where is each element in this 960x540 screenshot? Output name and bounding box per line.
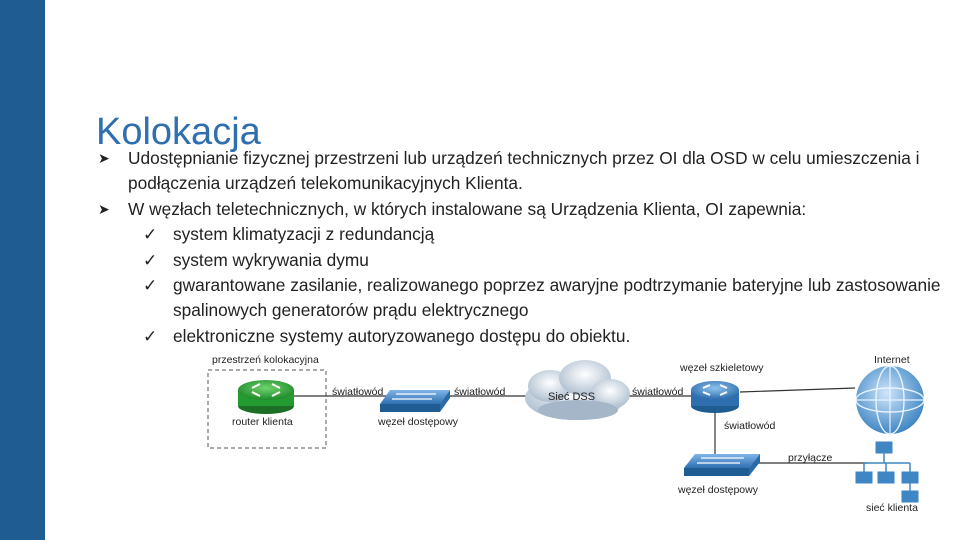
colocation-space-label: przestrzeń kolokacyjna	[212, 354, 319, 366]
bullet-text: system wykrywania dymu	[173, 249, 369, 270]
bullet-text: elektroniczne systemy autoryzowanego dostępu do obiektu.	[173, 325, 631, 346]
bullet-text: W węzłach teletechnicznych, w których instalowane są Urządzenia Klienta, OI zapewnia:	[128, 198, 807, 219]
fiber-label: światłowód	[454, 386, 506, 398]
sub-bullet-item	[143, 222, 948, 247]
bullet-text: Udostępnianie fizycznej przestrzeni lub urządzeń technicznych przez OI dla OSD w celu umieszczenia i podłączenia urządzeń telekomunikacyjnych Klienta.	[128, 148, 920, 194]
sub-bullet-item	[143, 324, 948, 349]
check-bullet-icon: ✓	[143, 250, 158, 270]
arrow-bullet-icon: ➤	[98, 200, 110, 217]
left-accent-bar	[0, 0, 45, 540]
bullet-item	[98, 197, 948, 222]
check-bullet-icon: ✓	[143, 276, 158, 296]
network-diagram	[200, 348, 940, 538]
access-node-label: węzeł dostępowy	[678, 484, 758, 496]
check-bullet-icon: ✓	[143, 326, 158, 346]
network-diagram-graphic	[200, 348, 940, 538]
arrow-bullet-icon: ➤	[98, 150, 110, 166]
bullet-list	[98, 146, 948, 349]
client-router-label: router klienta	[232, 416, 293, 428]
connections-label: przyłącze	[788, 452, 833, 464]
sub-bullet-item	[143, 248, 948, 273]
fiber-label: światłowód	[332, 386, 384, 398]
backbone-router-icon	[691, 381, 739, 413]
link-backbone-internet	[740, 388, 855, 392]
dss-cloud-icon	[525, 360, 630, 420]
slide-title: Kolokacja	[96, 111, 261, 154]
access-switch-icon	[380, 390, 450, 412]
backbone-node-label: węzeł szkieletowy	[680, 362, 764, 374]
dss-network-label: Sieć DSS	[548, 391, 596, 403]
access-switch-icon	[684, 454, 760, 476]
internet-globe-icon	[856, 366, 924, 434]
bullet-text: gwarantowane zasilanie, realizowanego poprzez awaryjne podtrzymanie bateryjne lub zastosowanie spalinowych generatorów prądu elektrycznego	[173, 275, 941, 321]
bullet-item	[98, 146, 948, 197]
check-bullet-icon: ✓	[143, 225, 158, 245]
access-node-label: węzeł dostępowy	[378, 416, 458, 428]
internet-label: Internet	[874, 354, 910, 366]
sub-bullet-item	[143, 273, 948, 324]
fiber-label: światłowód	[632, 386, 684, 398]
client-router-icon	[238, 380, 294, 414]
bullet-text: system klimatyzacji z redundancją	[173, 224, 435, 245]
fiber-label: światłowód	[724, 420, 776, 432]
client-network-label: sieć klienta	[866, 502, 918, 514]
client-network-icon	[856, 442, 918, 502]
